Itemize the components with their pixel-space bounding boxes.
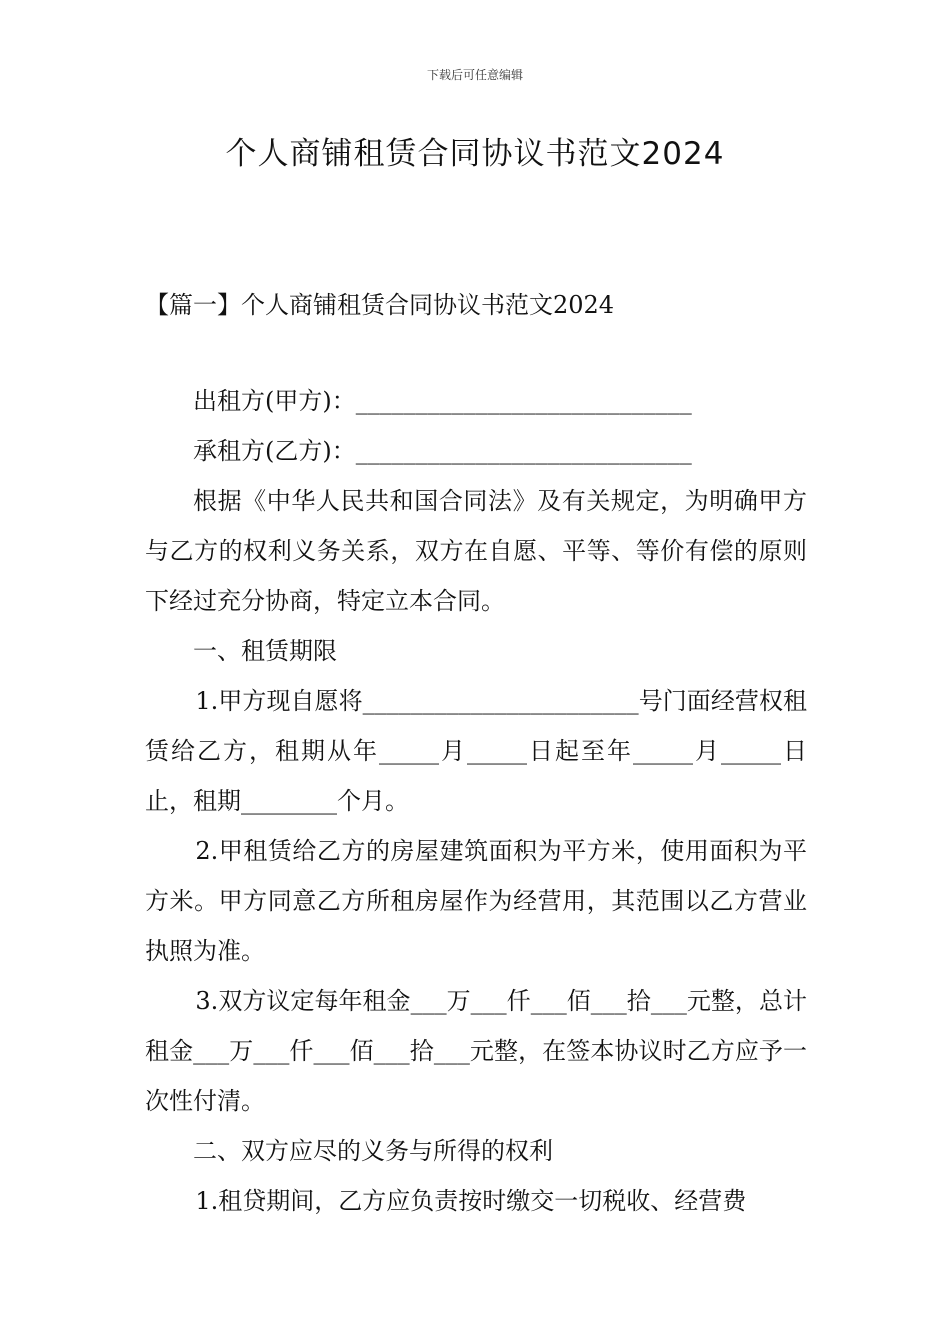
clause-1-3: 3.双方议定每年租金___万___仟___佰___拾___元整，总计租金___万___仟___佰___拾___元整，在签本协议时乙方应予一次性付清。 [145,987,807,1115]
heading-obligations-rights: 二、双方应尽的义务与所得的权利 [193,1137,553,1165]
contract-body [145,376,807,1226]
document-title: 个人商铺租赁合同协议书范文2024 [225,136,725,172]
clause-1-2: 2.甲租赁给乙方的房屋建筑面积为平方米，使用面积为平方米。甲方同意乙方所租房屋作为经营用，其范围以乙方营业执照为准。 [145,837,807,965]
clause-2-1: 1.租贷期间，乙方应负责按时缴交一切税收、经营费 [195,1187,747,1215]
heading-lease-term: 一、租赁期限 [193,637,337,665]
lessor-line: 出租方(甲方)：____________________________ [193,387,692,415]
section-title: 【篇一】个人商铺租赁合同协议书范文2024 [145,291,615,319]
header-note: 下载后可任意编辑 [426,68,523,82]
lessee-line: 承租方(乙方)：____________________________ [193,437,692,465]
clause-1-1: 1.甲方现自愿将_______________________号门面经营权租赁给乙方，租期从年_____月_____日起至年_____月_____日止，租期________个月。 [145,687,807,815]
preamble-paragraph: 根据《中华人民共和国合同法》及有关规定，为明确甲方与乙方的权利义务关系，双方在自愿、平等、等价有偿的原则下经过充分协商，特定立本合同。 [145,487,807,615]
